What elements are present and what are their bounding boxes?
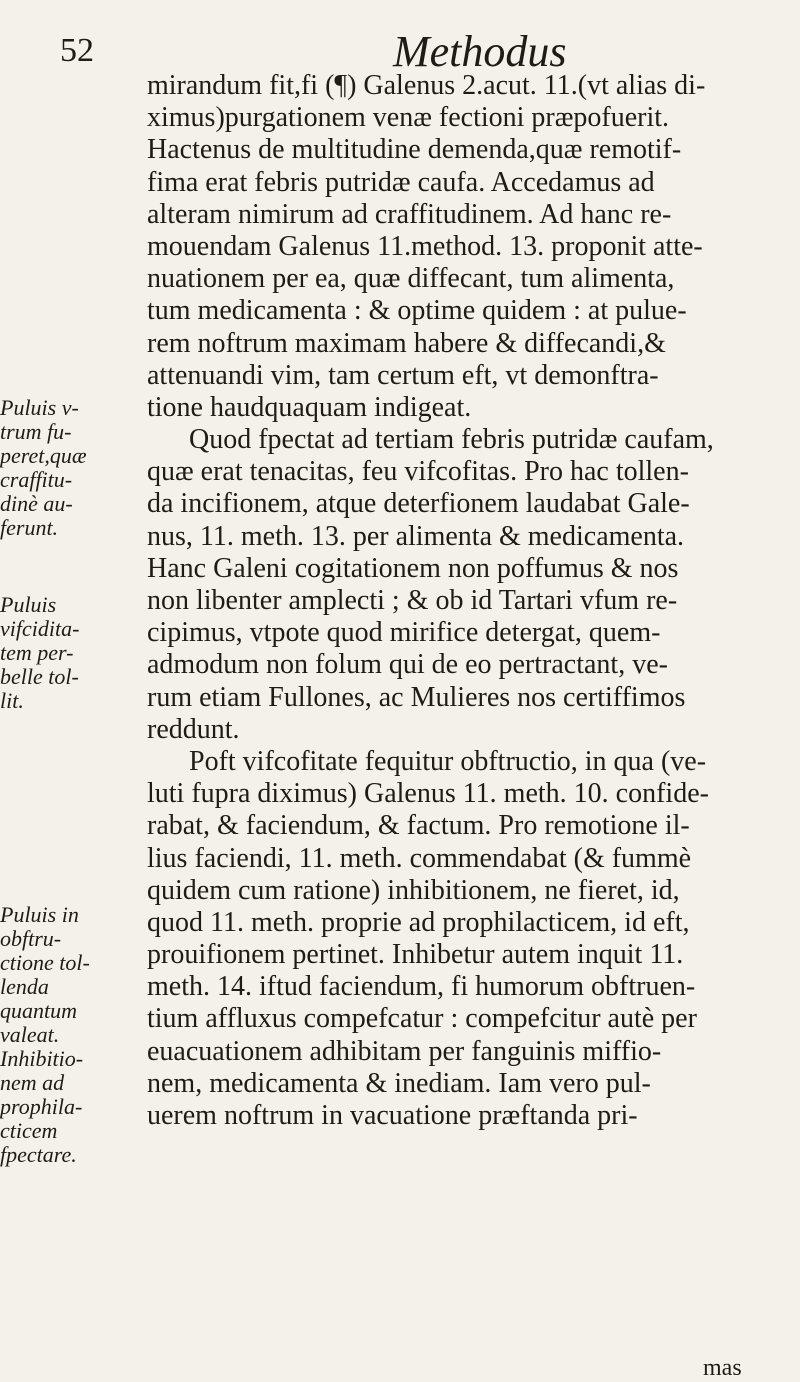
text-line: Hactenus de multitudine demenda,quæ remotif- (147, 134, 682, 166)
text-line: luti fupra diximus) Galenus 11. meth. 10. confide- (147, 778, 709, 810)
margin-note-line: lit. (0, 688, 24, 713)
text-line: admodum non folum qui de eo pertractant, ve- (147, 649, 668, 681)
text-line: ximus)purgationem venæ fectioni præpofuerit. (147, 102, 670, 134)
margin-note-line: ferunt. (0, 515, 59, 540)
margin-note-line: craffitu- (0, 467, 73, 492)
text-line: cipimus, vtpote quod mirifice detergat, quem- (147, 617, 661, 649)
margin-note-line: lenda (0, 974, 49, 999)
text-line: Quod fpectat ad tertiam febris putridæ caufam, (189, 424, 714, 456)
text-line: uerem noftrum in vacuatione præftanda pri- (147, 1100, 638, 1131)
margin-note-line: tem per- (0, 640, 74, 665)
text-line: tium affluxus compefcatur : compefcitur autè per (147, 1003, 697, 1035)
margin-note-line: trum fu- (0, 419, 72, 444)
catchword: mas (703, 1355, 742, 1381)
margin-note-line: valeat. (0, 1022, 60, 1047)
text-line: Poft vifcofitate fequitur obftructio, in qua (ve- (189, 745, 707, 777)
text-line: quidem cum ratione) inhibitionem, ne fieret, id, (147, 874, 680, 906)
margin-note-line: prophila- (0, 1094, 83, 1119)
text-line: prouifionem pertinet. Inhibetur autem inquit 11. (147, 939, 684, 971)
text-line: tione haudquaquam indigeat. (147, 391, 472, 423)
margin-note-line: dinè au- (0, 491, 73, 516)
text-line: quod 11. meth. proprie ad prophilacticem, id eft, (147, 906, 690, 938)
margin-note-line: Puluis (0, 592, 57, 617)
text-line: rem noftrum maximam habere & diffecandi,& (147, 327, 666, 359)
text-line: rum etiam Fullones, ac Mulieres nos certiffimos (147, 681, 686, 713)
margin-note-2 (0, 594, 145, 714)
text-line: Hanc Galeni cogitationem non poffumus & nos (147, 552, 679, 584)
text-line: lius faciendi, 11. meth. commendabat (& fummè (147, 842, 692, 874)
text-line: reddunt. (147, 713, 240, 745)
text-line: tum medicamenta : & optime quidem : at pulue- (147, 295, 687, 327)
margin-note-line: Inhibitio- (0, 1046, 84, 1071)
margin-note-line: fpectare. (0, 1142, 77, 1167)
running-title: Methodus (393, 27, 567, 76)
margin-note-line: obftru- (0, 926, 62, 951)
text-line: mouendam Galenus 11.method. 13. proponit atte- (147, 230, 703, 262)
margin-note-1 (0, 397, 145, 541)
margin-note-line: quantum (0, 998, 77, 1023)
page-number: 52 (60, 32, 94, 69)
text-line: nus, 11. meth. 13. per alimenta & medicamenta. (147, 520, 685, 552)
text-line: alteram nimirum ad craffitudinem. Ad hanc re- (147, 198, 672, 230)
text-line: attenuandi vim, tam certum eft, vt demonftra- (147, 359, 659, 391)
margin-note-line: ctione tol- (0, 950, 90, 975)
text-line: mirandum fit,fi (¶) Galenus 2.acut. 11.(vt alias di- (147, 70, 706, 101)
text-line: rabat, & faciendum, & factum. Pro remotione il- (147, 810, 690, 842)
margin-note-line: nem ad (0, 1070, 65, 1095)
text-line: euacuationem adhibitam per fanguinis miffio- (147, 1035, 662, 1067)
text-line: meth. 14. iftud faciendum, fi humorum obftruen- (147, 971, 696, 1003)
margin-note-line: Puluis in (0, 902, 79, 927)
text-line: non libenter amplecti ; & ob id Tartari vfum re- (147, 585, 678, 616)
margin-note-line: peret,quæ (0, 443, 87, 468)
text-line: da incifionem, atque deterfionem laudabat Gale- (147, 488, 690, 520)
margin-note-line: cticem (0, 1118, 58, 1143)
margin-note-3 (0, 904, 145, 1168)
text-line: nem, medicamenta & inediam. Iam vero pul- (147, 1067, 651, 1099)
page-header (60, 22, 780, 76)
text-line: fima erat febris putridæ caufa. Accedamus ad (147, 166, 655, 198)
margin-note-line: belle tol- (0, 664, 79, 689)
margin-note-line: Puluis v- (0, 395, 79, 420)
text-line: quæ erat tenacitas, feu vifcofitas. Pro hac tollen- (147, 456, 689, 488)
body-text (147, 70, 787, 1132)
margin-note-line: vifcidita- (0, 616, 80, 641)
text-line: nuationem per ea, quæ diffecant, tum alimenta, (147, 263, 675, 295)
